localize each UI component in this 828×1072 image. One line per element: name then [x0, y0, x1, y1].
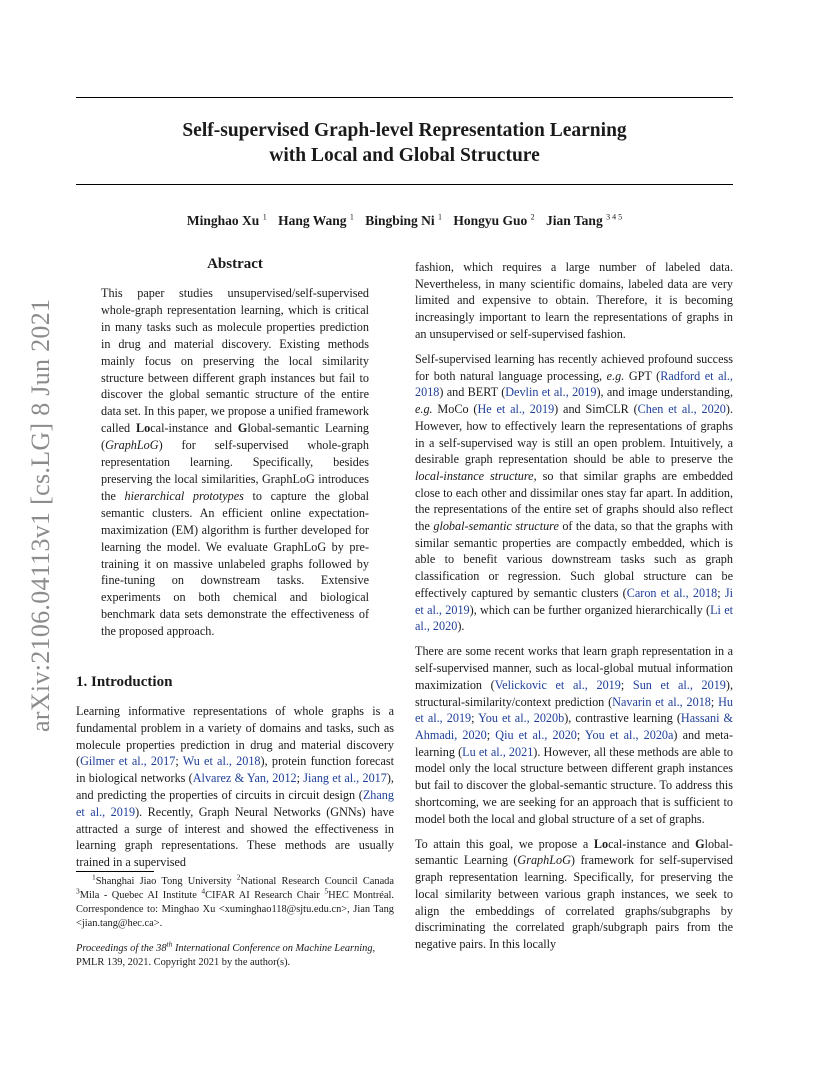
- abstract-heading: Abstract: [207, 256, 263, 272]
- paragraph: fashion, which requires a large number of labeled data. Nevertheless, in many scientific domains, labeled data are very limited and expensive to obtain. Therefore, it is becoming increasingly important to learn the representations of graphs in an unsupervised or self-supervised fashion.: [415, 260, 733, 341]
- author-list: [76, 212, 733, 229]
- citation-link[interactable]: Devlin et al., 2019: [505, 385, 597, 400]
- citation-link[interactable]: Hassani & Ahmadi, 2020: [415, 711, 734, 742]
- title-line-1: Self-supervised Graph-level Representation Learning: [182, 120, 627, 141]
- author: Bingbing Ni $^1$: [365, 212, 442, 228]
- abstract-body: This paper studies unsupervised/self-supervised whole-graph representation learning, which is critical in many tasks such as molecule properties prediction in drug and material discovery. Existing methods mainly focus on preserving the local similarity structure between different graph instances but fail to discover the global semantic structure of the entire data set. In this paper, we propose a unified framework called Local-instance and Global-semantic Learning (GraphLoG) for self-supervised whole-graph representation learning. Specifically, besides preserving the local similarities, GraphLoG introduces the hierarchical prototypes to capture the global semantic clusters. An efficient online expectation-maximization (EM) algorithm is further developed for learning the model. We evaluate GraphLoG by pre-training it on massive unlabeled graphs followed by fine-tuning on downstream tasks. Extensive experiments on both chemical and biological benchmark data sets demonstrate the effectiveness of the proposed approach.: [101, 286, 370, 639]
- citation-link[interactable]: Radford et al., 2018: [415, 368, 733, 400]
- section-heading-introduction: 1. Introduction: [76, 674, 173, 690]
- citation-link[interactable]: Ji et al., 2019: [415, 585, 733, 617]
- right-column: [415, 259, 733, 961]
- intro-paragraph: Learning informative representations of whole graphs is a fundamental problem in a variety of domains and tasks, such as molecule properties prediction in drug and material discovery (Gilmer et al., 2017; Wu et al., 2018), protein function forecast in biological networks (Alvarez & Yan, 2012; Jiang et al., 2017), and predicting the properties of circuits in circuit design (Zhang et al., 2019). Recently, Graph Neural Networks (GNNs) have attracted a surge of interest and showed the effectiveness in learning graph representations. These methods are usually trained in a supervised: [76, 704, 395, 870]
- author: Hang Wang $^1$: [278, 212, 354, 228]
- citation-link[interactable]: He et al., 2019: [477, 402, 555, 417]
- citation-link[interactable]: Velickovic et al., 2019: [494, 677, 621, 692]
- paper-title: [76, 118, 733, 168]
- citation-link[interactable]: Zhang et al., 2019: [76, 787, 394, 819]
- title-line-2: with Local and Global Structure: [269, 145, 540, 166]
- citation-link[interactable]: Caron et al., 2018: [626, 585, 718, 600]
- citation-link[interactable]: You et al., 2020b: [478, 711, 565, 726]
- title-rule-bottom: [76, 184, 733, 185]
- citation-link[interactable]: Wu et al., 2018: [182, 754, 261, 769]
- author: Minghao Xu $^1$: [186, 212, 267, 228]
- author: Jian Tang $^{3 4 5}$: [546, 212, 623, 228]
- citation-link[interactable]: Chen et al., 2020: [637, 402, 726, 417]
- citation-link[interactable]: Navarin et al., 2018: [612, 694, 711, 709]
- paragraph: To attain this goal, we propose a Local-instance and Global-semantic Learning (GraphLoG) framework for self-supervised graph representation learning. Specifically, for preserving the local similarity between various graph instances, we seek to align the embeddings of correlated graphs/subgraphs by discriminating the correlated graph/subgraph pairs from the negative pairs. In this locally: [415, 836, 733, 951]
- author: Hongyu Guo $^2$: [453, 212, 535, 228]
- footnote-rule: [76, 871, 154, 872]
- citation-link[interactable]: Qiu et al., 2020: [495, 727, 577, 742]
- title-rule-top: [76, 97, 733, 98]
- citation-link[interactable]: Jiang et al., 2017: [303, 771, 387, 786]
- citation-link[interactable]: Gilmer et al., 2017: [80, 754, 176, 769]
- paragraph: Self-supervised learning has recently achieved profound success for both natural language processing, e.g. GPT (Radford et al., 2018) and BERT (Devlin et al., 2019), and image understanding, e.g. MoCo (He et al., 2019) and SimCLR (Chen et al., 2020). However, how to effectively learn the representations of graphs in a self-supervised way is still an open problem. Intuitively, a desirable graph representation should be able to preserve the local-instance structure, so that similar graphs are embedded close to each other and dissimilar ones stay far apart. In addition, the representations of the entire set of graphs should also reflect the global-semantic structure of the data, so that the graphs with similar semantic properties are compactly embedded, which is able to benefit various downstream tasks such as graph classification or regression. Such global structure can be effectively captured by semantic clusters (Caron et al., 2018; Ji et al., 2019), which can be further organized hierarchically (Li et al., 2020).: [415, 352, 734, 634]
- citation-link[interactable]: You et al., 2020a: [584, 727, 674, 742]
- citation-link[interactable]: Lu et al., 2021: [462, 744, 534, 759]
- paragraph: There are some recent works that learn graph representation in a self-supervised manner, such as local-global mutual information maximization (Velickovic et al., 2019; Sun et al., 2019), structural-similarity/context prediction (Navarin et al., 2018; Hu et al., 2019; You et al., 2020b), contrastive learning (Hassani & Ahmadi, 2020; Qiu et al., 2020; You et al., 2020a) and meta-learning (Lu et al., 2021). However, all these methods are able to model only the local structure between different graph instances but fail to discover the global-semantic structure. To address this shortcoming, we are seeking for an approach that is sufficient to model both the local and global structure of a set of graphs.: [415, 644, 734, 826]
- proceedings-note: Proceedings of the 38th International Conference on Machine Learning, PMLR 139, 2021. Copyright 2021 by the author(s).: [76, 939, 376, 968]
- citation-link[interactable]: Li et al., 2020: [415, 602, 733, 634]
- citation-link[interactable]: Alvarez & Yan, 2012: [192, 771, 297, 786]
- citation-link[interactable]: Sun et al., 2019: [632, 677, 726, 692]
- citation-link[interactable]: Hu et al., 2019: [415, 694, 734, 726]
- affiliation-footnote: $^1$Shanghai Jiao Tong University $^2$National Research Council Canada $^3$Mila - Quebec AI Institute $^4$CIFAR AI Research Chair $^5$HEC Montréal. Correspondence to: Minghao Xu <xuminghao118@sjtu.edu.cn>, Jian Tang <jian.tang@hec.ca>.: [76, 872, 394, 929]
- arxiv-stamp: arXiv:2106.04113v1 [cs.LG] 8 Jun 2021: [26, 298, 55, 732]
